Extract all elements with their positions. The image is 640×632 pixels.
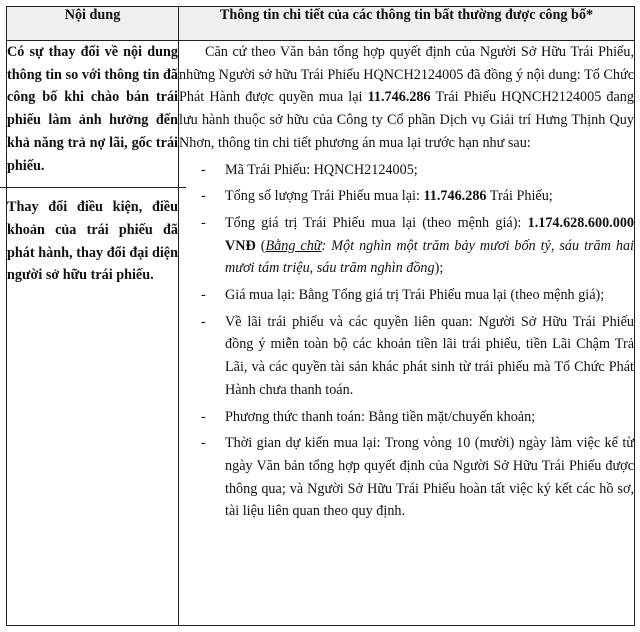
- bullet-interest-rights: [179, 311, 634, 402]
- intro-quantity: 11.746.286: [367, 89, 431, 106]
- words-label: Bằng chữ: [265, 237, 322, 254]
- bullet-text: (: [255, 237, 266, 254]
- bullet-text: Phương thức thanh toán: Bằng tiền mặt/chuyển khoản;: [225, 408, 536, 425]
- bullet-text: Về lãi trái phiếu và các quyền liên quan: Người Sở Hữu Trái Phiếu đồng ý miễn toàn bộ các khoản tiền lãi trái phiếu, tiền Lãi Chậm Trả Lãi, và các quyền tài sản khác phát sinh từ trái phiếu mà Tổ Chức Phát Hành chưa thanh toán.: [225, 313, 634, 398]
- bullet-dash: -: [201, 435, 206, 452]
- left-item-2: Thay đổi điều kiện, điều khoản của trái phiếu đã phát hành, thay đổi đại diện người sở hữu trái phiếu.: [7, 199, 178, 284]
- bullet-dash: -: [201, 313, 206, 330]
- bullet-list: [179, 159, 634, 524]
- bullet-dash: -: [201, 287, 206, 304]
- bullet-text: Tổng giá trị Trái Phiếu mua lại (theo mệnh giá):: [225, 214, 528, 231]
- total-value-amount: 1.174.628.600.000 VNĐ: [225, 214, 634, 254]
- header-row: [7, 7, 635, 41]
- bullet-total-quantity: [179, 185, 634, 208]
- intro-text-a: Căn cứ theo Văn bản tổng hợp quyết định của Người Sở Hữu Trái Phiếu, những Người sở hữu Trái Phiếu HQNCH2124005 đã đồng ý nội dung: Tổ Chức Phát Hành được quyền mua lại: [179, 44, 634, 106]
- details-cell: [179, 41, 635, 626]
- bullet-dash: -: [201, 161, 206, 178]
- bullet-total-value: [179, 212, 634, 280]
- bullet-payment-method: [179, 406, 634, 429]
- amount-in-words: : Một nghìn một trăm bảy mươi bốn tỷ, sáu trăm hai mươi tám triệu, sáu trăm nghìn đồng: [225, 237, 635, 277]
- left-divider: [0, 187, 186, 188]
- bullet-text: Thời gian dự kiến mua lại: Trong vòng 10 (mười) ngày làm việc kể từ ngày Văn bản tổng hợp quyết định của Người Sở Hữu Trái Phiếu được thông qua; và Người Sở Hữu Trái Phiếu hoàn tất việc ký kết các hồ sơ, tài liệu liên quan theo quy định.: [225, 435, 634, 520]
- content-row: [7, 41, 635, 626]
- total-quantity-value: 11.746.286: [423, 188, 487, 205]
- header-content: Nội dung: [7, 7, 179, 41]
- bullet-text: Tổng số lượng Trái Phiếu mua lại:: [225, 188, 424, 205]
- bullet-dash: -: [201, 214, 206, 231]
- left-column: [7, 41, 179, 626]
- bullet-text: );: [434, 260, 444, 277]
- bullet-text: Mã Trái Phiếu: HQNCH2124005;: [225, 161, 418, 178]
- header-details: Thông tin chi tiết của các thông tin bất thường được công bố*: [179, 7, 635, 41]
- bullet-buyback-price: [179, 284, 634, 307]
- bullet-expected-time: [179, 432, 634, 523]
- bullet-dash: -: [201, 188, 206, 205]
- bullet-dash: -: [201, 408, 206, 425]
- intro-text-b: Trái Phiếu HQNCH2124005 đang lưu hành thuộc sở hữu của Công ty Cổ phần Dịch vụ Giải trí Hưng Thịnh Quy Nhơn, thông tin chi tiết phương án mua lại trước hạn như sau:: [179, 89, 634, 151]
- bullet-text: Giá mua lại: Bằng Tổng giá trị Trái Phiếu mua lại (theo mệnh giá);: [225, 287, 605, 304]
- intro-paragraph: [179, 41, 634, 155]
- disclosure-table: [6, 6, 635, 626]
- bullet-text: Trái Phiếu;: [486, 188, 553, 205]
- bullet-bond-code: [179, 159, 634, 182]
- left-item-1: Có sự thay đổi về nội dung thông tin so với thông tin đã công bố khi chào bán trái phiếu làm ảnh hưởng đến khả năng trả nợ lãi, gốc trái phiếu.: [7, 44, 178, 174]
